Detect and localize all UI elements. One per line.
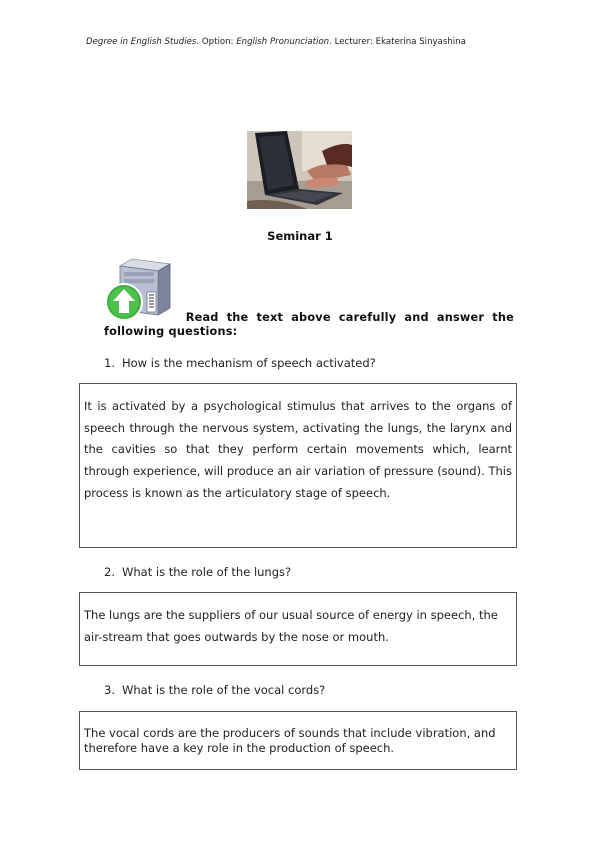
instruction-line-1: Read the text above carefully and answer the: [185, 311, 514, 324]
laptop-typing-photo: [247, 131, 352, 209]
question-3: [104, 683, 325, 697]
answer-box-1: It is activated by a psychological stimulus that arrives to the organs of speech through the nervous system, activating the lungs, the larynx and the cavities so that they perform certain movements which, learnt through experience, will produce an air variation of pressure (sound). This process is known as the articulatory stage of speech.: [79, 383, 517, 548]
answer-box-2: The lungs are the suppliers of our usual source of energy in speech, the air-stream that goes outwards by the nose or mouth.: [79, 592, 517, 666]
page-header: [86, 37, 466, 47]
question-text: What is the role of the vocal cords?: [122, 683, 326, 697]
laptop-photo-graphic: [247, 131, 352, 209]
instruction-line-2: following questions:: [104, 325, 238, 338]
instruction-text: [104, 311, 514, 339]
seminar-title: Seminar 1: [267, 229, 333, 243]
question-number: 1.: [104, 356, 115, 370]
question-text: What is the role of the lungs?: [122, 565, 292, 579]
question-2: [104, 565, 291, 579]
question-number: 3.: [104, 683, 115, 697]
question-text: How is the mechanism of speech activated?: [122, 356, 376, 370]
header-option: English Pronunciation: [236, 37, 330, 47]
header-sep1: . Option:: [196, 37, 237, 47]
answer-box-3: The vocal cords are the producers of sounds that include vibration, and therefore have a key role in the production of speech.: [79, 711, 517, 770]
header-degree: Degree in English Studies: [86, 37, 197, 47]
header-lecturer: . Lecturer: Ekaterina Sinyashina: [329, 37, 466, 47]
question-1: [104, 356, 376, 370]
question-number: 2.: [104, 565, 115, 579]
